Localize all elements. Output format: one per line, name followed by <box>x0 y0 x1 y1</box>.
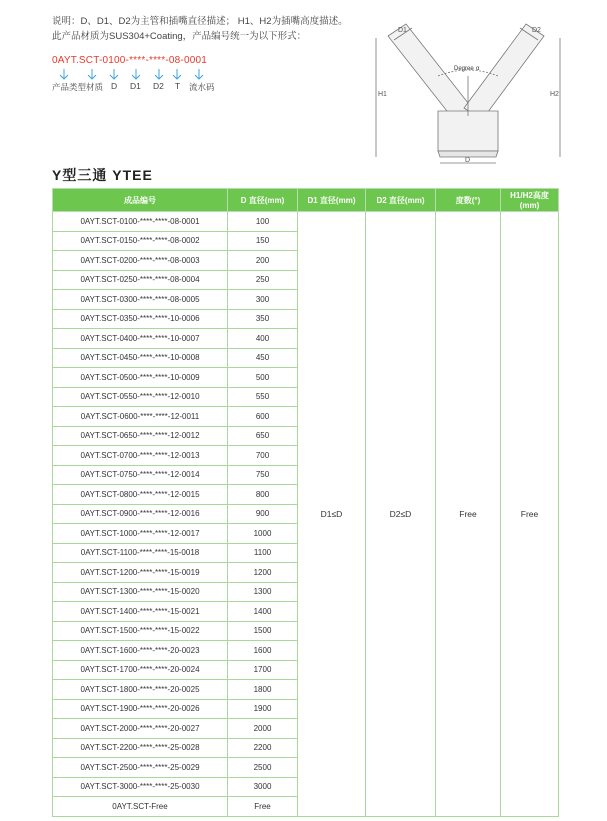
d-diameter-cell: 1600 <box>228 641 298 661</box>
product-code-cell: 0AYT.SCT-1600-****-****-20-0023 <box>53 641 228 661</box>
d-diameter-cell: 1700 <box>228 660 298 680</box>
code-part-d1: D1 <box>130 81 141 91</box>
product-code-cell: 0AYT.SCT-0600-****-****-12-0011 <box>53 407 228 427</box>
code-part-serial: 流水码 <box>189 82 215 92</box>
d-diameter-cell: 1000 <box>228 524 298 544</box>
product-code-cell: 0AYT.SCT-1900-****-****-20-0026 <box>53 699 228 719</box>
d-diameter-cell: 1300 <box>228 582 298 602</box>
product-code-cell: 0AYT.SCT-1000-****-****-12-0017 <box>53 524 228 544</box>
diagram-label-degree: Degree <box>454 66 474 72</box>
product-code-cell: 0AYT.SCT-1200-****-****-15-0019 <box>53 563 228 583</box>
product-code-cell: 0AYT.SCT-1700-****-****-20-0024 <box>53 660 228 680</box>
d-diameter-cell: 450 <box>228 348 298 368</box>
product-code-cell: 0AYT.SCT-0150-****-****-08-0002 <box>53 231 228 251</box>
table-header-row <box>53 189 559 212</box>
d-diameter-cell: 2500 <box>228 758 298 778</box>
product-code-cell: 0AYT.SCT-0900-****-****-12-0016 <box>53 504 228 524</box>
code-format: 0AYT.SCT-0100-****-****-08-0001 <box>52 55 207 66</box>
code-part-type: 产品类型 <box>52 82 87 92</box>
d-diameter-cell: 600 <box>228 407 298 427</box>
product-code-cell: 0AYT.SCT-0750-****-****-12-0014 <box>53 465 228 485</box>
header-d2-diameter: D2 直径(mm) <box>366 189 436 212</box>
d-diameter-cell: 900 <box>228 504 298 524</box>
product-code-cell: 0AYT.SCT-2500-****-****-25-0029 <box>53 758 228 778</box>
d-diameter-cell: 1200 <box>228 563 298 583</box>
table-body <box>53 212 559 817</box>
d-diameter-cell: 1100 <box>228 543 298 563</box>
diagram-label-d1: D1 <box>398 27 407 34</box>
d-diameter-cell: 1900 <box>228 699 298 719</box>
header-d1-diameter: D1 直径(mm) <box>298 189 366 212</box>
code-part-t: T <box>175 81 181 91</box>
section-title: Y型三通 YTEE <box>52 167 153 183</box>
intro-line-2: 此产品材质为SUS304+Coating，产品编号统一为以下形式： <box>52 31 307 42</box>
d-diameter-cell: 200 <box>228 251 298 271</box>
header-height: H1/H2高度(mm) <box>501 189 559 212</box>
header-d-diameter: D 直径(mm) <box>228 189 298 212</box>
product-code-cell: 0AYT.SCT-0250-****-****-08-0004 <box>53 270 228 290</box>
product-code-cell: 0AYT.SCT-0350-****-****-10-0006 <box>53 309 228 329</box>
product-code-cell: 0AYT.SCT-0100-****-****-08-0001 <box>53 212 228 232</box>
d-diameter-cell: Free <box>228 797 298 817</box>
height-cell: Free <box>501 212 559 817</box>
code-part-d2: D2 <box>153 81 164 91</box>
d-diameter-cell: 3000 <box>228 777 298 797</box>
d-diameter-cell: 150 <box>228 231 298 251</box>
code-arrows <box>52 68 252 82</box>
header-degree: 度数(°) <box>436 189 501 212</box>
d-diameter-cell: 750 <box>228 465 298 485</box>
product-code-cell: 0AYT.SCT-0550-****-****-12-0010 <box>53 387 228 407</box>
product-code-cell: 0AYT.SCT-1400-****-****-15-0021 <box>53 602 228 622</box>
intro-line-1: 说明：D、D1、D2为主管和插嘴直径描述； H1、H2为插嘴高度描述。 <box>52 16 348 27</box>
product-code-cell: 0AYT.SCT-0500-****-****-10-0009 <box>53 368 228 388</box>
product-code-cell: 0AYT.SCT-Free <box>53 797 228 817</box>
d-diameter-cell: 1400 <box>228 602 298 622</box>
d-diameter-cell: 250 <box>228 270 298 290</box>
product-code-cell: 0AYT.SCT-0300-****-****-08-0005 <box>53 290 228 310</box>
d-diameter-cell: 1500 <box>228 621 298 641</box>
d-diameter-cell: 2000 <box>228 719 298 739</box>
d1-diameter-cell: D1≤D <box>298 212 366 817</box>
product-code-cell: 0AYT.SCT-3000-****-****-25-0030 <box>53 777 228 797</box>
d-diameter-cell: 100 <box>228 212 298 232</box>
product-code-cell: 0AYT.SCT-1100-****-****-15-0018 <box>53 543 228 563</box>
header-product-code: 成品编号 <box>53 189 228 212</box>
product-code-cell: 0AYT.SCT-1300-****-****-15-0020 <box>53 582 228 602</box>
d-diameter-cell: 700 <box>228 446 298 466</box>
d2-diameter-cell: D2≤D <box>366 212 436 817</box>
diagram-label-h1: H1 <box>378 91 387 98</box>
code-part-material: 材质 <box>86 82 104 92</box>
diagram-label-h2: H2 <box>550 91 559 98</box>
product-code-cell: 0AYT.SCT-0400-****-****-10-0007 <box>53 329 228 349</box>
diagram-label-d2: D2 <box>532 27 541 34</box>
ytee-diagram <box>368 16 568 166</box>
diagram-label-d: D <box>465 157 471 164</box>
intro-text <box>52 14 348 44</box>
d-diameter-cell: 1800 <box>228 680 298 700</box>
product-code-cell: 0AYT.SCT-1800-****-****-20-0025 <box>53 680 228 700</box>
d-diameter-cell: 350 <box>228 309 298 329</box>
d-diameter-cell: 300 <box>228 290 298 310</box>
product-code-cell: 0AYT.SCT-1500-****-****-15-0022 <box>53 621 228 641</box>
d-diameter-cell: 650 <box>228 426 298 446</box>
d-diameter-cell: 500 <box>228 368 298 388</box>
d-diameter-cell: 800 <box>228 485 298 505</box>
d-diameter-cell: 400 <box>228 329 298 349</box>
d-diameter-cell: 550 <box>228 387 298 407</box>
d-diameter-cell: 2200 <box>228 738 298 758</box>
diagram-label-angle: α <box>476 66 480 72</box>
product-code-cell: 0AYT.SCT-0650-****-****-12-0012 <box>53 426 228 446</box>
degree-cell: Free <box>436 212 501 817</box>
product-code-cell: 0AYT.SCT-0700-****-****-12-0013 <box>53 446 228 466</box>
code-part-d: D <box>111 81 118 91</box>
table-row <box>53 212 559 232</box>
product-code-cell: 0AYT.SCT-0800-****-****-12-0015 <box>53 485 228 505</box>
product-code-cell: 0AYT.SCT-2000-****-****-20-0027 <box>53 719 228 739</box>
ytee-table <box>52 188 559 817</box>
product-code-cell: 0AYT.SCT-0200-****-****-08-0003 <box>53 251 228 271</box>
product-code-cell: 0AYT.SCT-2200-****-****-25-0028 <box>53 738 228 758</box>
product-code-cell: 0AYT.SCT-0450-****-****-10-0008 <box>53 348 228 368</box>
